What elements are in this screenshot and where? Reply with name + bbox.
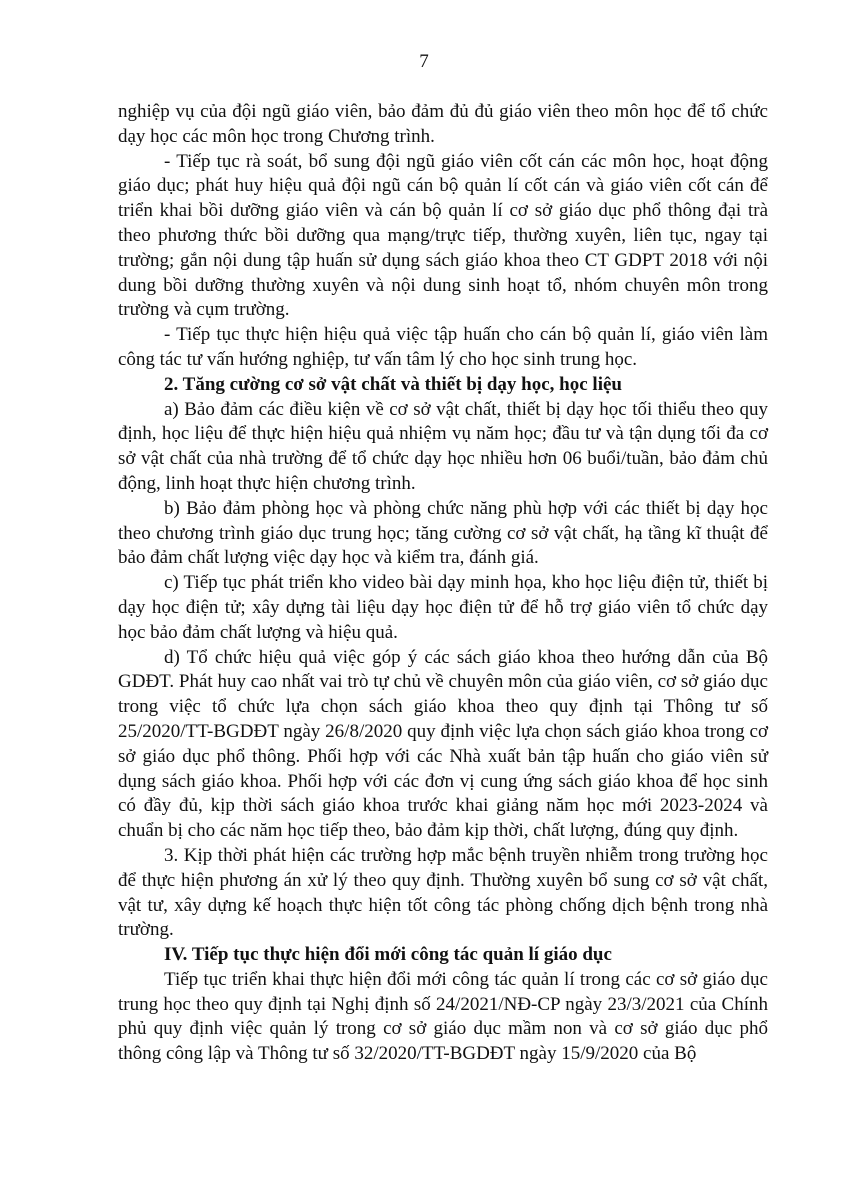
paragraph-disease-prevention: 3. Kịp thời phát hiện các trường hợp mắc bệnh truyền nhiễm trong trường học để thực hiện phương án xử lý theo quy định. Thường xuyên bổ sung cơ sở vật chất, vật tư, xây dựng kế hoạch thực hiện tốt công tác phòng chống dịch bệnh trong nhà trường. [118, 844, 768, 941]
section-heading-facilities: 2. Tăng cường cơ sở vật chất và thiết bị dạy học, học liệu [164, 373, 622, 395]
paragraph-facilities-d: d) Tổ chức hiệu quả việc góp ý các sách giáo khoa theo hướng dẫn của Bộ GDĐT. Phát huy cao nhất vai trò tự chủ về chuyên môn của giáo viên, cơ sở giáo dục trong việc tổ chức lựa chọn sách giáo khoa theo quy định tại Thông tư số 25/2020/TT-BGDĐT ngày 26/8/2020 quy định việc lựa chọn sách giáo khoa trong cơ sở giáo dục phổ thông. Phối hợp với các Nhà xuất bản tập huấn cho giáo viên sử dụng sách giáo khoa. Phối hợp với các đơn vị cung ứng sách giáo khoa để học sinh có đầy đủ, kịp thời sách giáo khoa trước khai giảng năm học mới 2023-2024 và chuẩn bị cho các năm học tiếp theo, bảo đảm kịp thời, chất lượng, đúng quy định. [118, 646, 768, 842]
paragraph-teacher-core-staff: - Tiếp tục rà soát, bổ sung đội ngũ giáo viên cốt cán các môn học, hoạt động giáo dục; phát huy hiệu quả đội ngũ cán bộ quản lí cốt cán và giáo viên cốt cán để triển khai bồi dưỡng giáo viên và cán bộ quản lí cơ sở giáo dục phổ thông đại trà theo phương thức bồi dưỡng qua mạng/trực tiếp, thường xuyên, liên tục, ngay tại trường; gắn nội dung tập huấn sử dụng sách giáo khoa theo CT GDPT 2018 với nội dung bồi dưỡng thường xuyên và nội dung sinh hoạt tổ, nhóm chuyên môn trong trường và cụm trường. [118, 150, 768, 321]
paragraph-management-reform: Tiếp tục triển khai thực hiện đổi mới công tác quản lí trong các cơ sở giáo dục trung học theo quy định tại Nghị định số 24/2021/NĐ-CP ngày 23/3/2021 của Chính phủ quy định việc quản lý trong cơ sở giáo dục mầm non và cơ sở giáo dục phổ thông công lập và Thông tư số 32/2020/TT-BGDĐT ngày 15/9/2020 của Bộ [118, 968, 768, 1065]
paragraph-facilities-b: b) Bảo đảm phòng học và phòng chức năng phù hợp với các thiết bị dạy học theo chương trình giáo dục trung học; tăng cường cơ sở vật chất, hạ tầng kĩ thuật để bảo đảm chất lượng việc dạy học và kiểm tra, đánh giá. [118, 497, 768, 569]
document-body [118, 100, 768, 1067]
page-number: 7 [419, 51, 429, 72]
section-heading-management: IV. Tiếp tục thực hiện đổi mới công tác quản lí giáo dục [164, 944, 612, 966]
paragraph-career-counseling: - Tiếp tục thực hiện hiệu quả việc tập huấn cho cán bộ quản lí, giáo viên làm công tác tư vấn hướng nghiệp, tư vấn tâm lý cho học sinh trung học. [118, 324, 768, 370]
paragraph-continuation: nghiệp vụ của đội ngũ giáo viên, bảo đảm đủ đủ giáo viên theo môn học để tổ chức dạy học các môn học trong Chương trình. [118, 101, 768, 147]
paragraph-facilities-a: a) Bảo đảm các điều kiện về cơ sở vật chất, thiết bị dạy học tối thiểu theo quy định, học liệu để thực hiện hiệu quả nhiệm vụ năm học; đầu tư và tận dụng tối đa cơ sở vật chất của nhà trường để tổ chức dạy học nhiều hơn 06 buổi/tuần, bảo đảm chủ động, linh hoạt thực hiện chương trình. [118, 398, 768, 494]
paragraph-facilities-c: c) Tiếp tục phát triển kho video bài dạy minh họa, kho học liệu điện tử, thiết bị dạy học điện tử; xây dựng tài liệu dạy học điện tử để hỗ trợ giáo viên tổ chức dạy học bảo đảm chất lượng và hiệu quả. [118, 572, 768, 643]
